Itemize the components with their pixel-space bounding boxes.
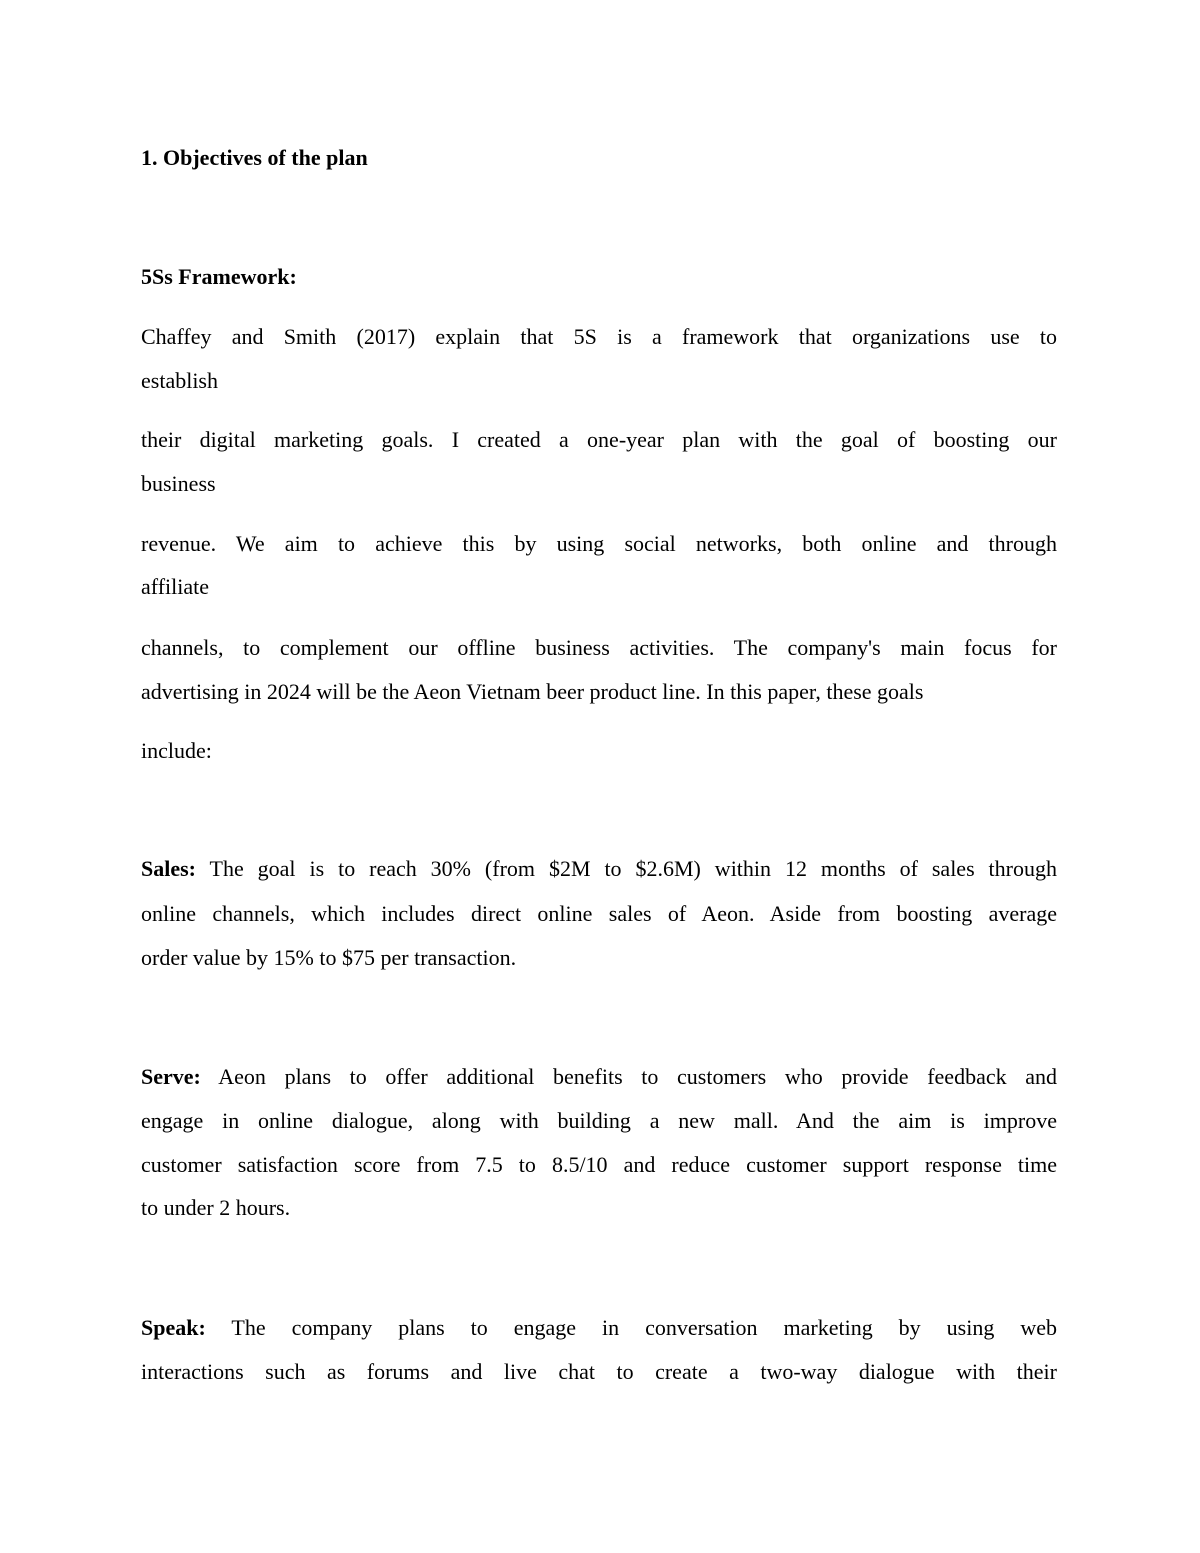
section-heading: 1. Objectives of the plan bbox=[141, 145, 368, 170]
serve-line-3: customer satisfaction score from 7.5 to 8.5/10 and reduce customer support response time bbox=[141, 1152, 1057, 1177]
framework-heading: 5Ss Framework: bbox=[141, 264, 297, 289]
sales-paragraph-line-1 bbox=[141, 855, 1057, 883]
speak-label: Speak: bbox=[141, 1315, 206, 1340]
sales-label: Sales: bbox=[141, 856, 196, 881]
intro-line-7: channels, to complement our offline business activities. The company's main focus for bbox=[141, 635, 1057, 660]
intro-line-2: establish bbox=[141, 368, 218, 393]
intro-line-4: business bbox=[141, 471, 216, 496]
intro-line-9: include: bbox=[141, 738, 212, 763]
sales-text: The goal is to reach 30% (from $2M to $2.6M) within 12 months of sales through bbox=[196, 856, 1057, 881]
sales-line-2: online channels, which includes direct online sales of Aeon. Aside from boosting average bbox=[141, 901, 1057, 926]
intro-line-3: their digital marketing goals. I created a one-year plan with the goal of boosting our bbox=[141, 427, 1057, 452]
sales-line-3: order value by 15% to $75 per transaction. bbox=[141, 945, 517, 970]
serve-paragraph-line-1 bbox=[141, 1063, 1057, 1091]
intro-line-6: affiliate bbox=[141, 574, 209, 599]
intro-line-5: revenue. We aim to achieve this by using social networks, both online and through bbox=[141, 531, 1057, 556]
serve-line-4: to under 2 hours. bbox=[141, 1195, 291, 1220]
speak-line-2: interactions such as forums and live chat to create a two-way dialogue with their bbox=[141, 1359, 1057, 1384]
serve-text: Aeon plans to offer additional benefits to customers who provide feedback and bbox=[200, 1064, 1057, 1089]
intro-line-1: Chaffey and Smith (2017) explain that 5S is a framework that organizations use to bbox=[141, 324, 1057, 349]
serve-line-2: engage in online dialogue, along with building a new mall. And the aim is improve bbox=[141, 1108, 1057, 1133]
intro-line-8: advertising in 2024 will be the Aeon Vietnam beer product line. In this paper, these goals bbox=[141, 679, 924, 704]
speak-paragraph-line-1 bbox=[141, 1314, 1057, 1342]
serve-label: Serve: bbox=[141, 1064, 201, 1089]
speak-text: The company plans to engage in conversation marketing by using web bbox=[205, 1315, 1057, 1340]
